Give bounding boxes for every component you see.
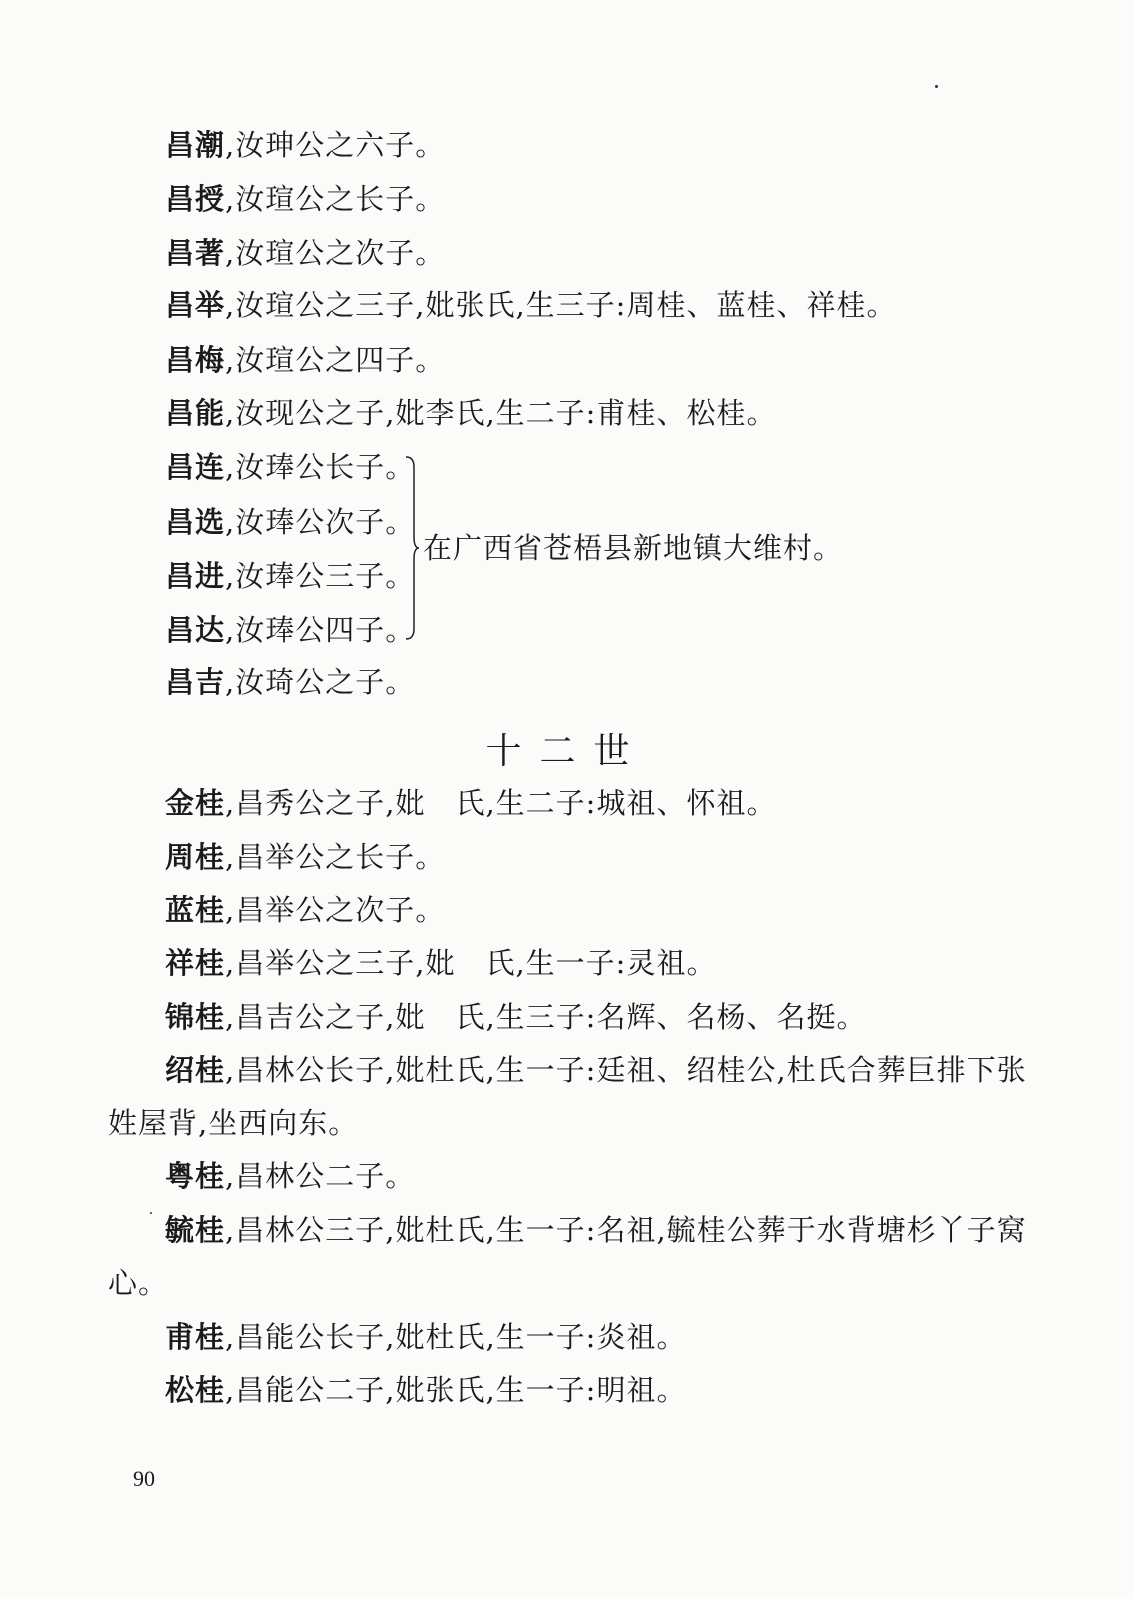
entry-text: ,汝瑄公之次子。	[225, 236, 446, 270]
entry-text: ,昌举公之长子。	[225, 840, 446, 874]
entry-name: 锦桂	[165, 1000, 226, 1034]
entry-name: 蓝桂	[165, 893, 226, 927]
entry-name: 昌达	[165, 613, 226, 647]
entry-text: ,汝琫公长子。	[225, 450, 416, 484]
entry-name: 昌潮	[165, 128, 226, 162]
entry-name: 昌进	[165, 559, 226, 593]
entry-name: 昌著	[165, 236, 226, 270]
entry-text: ,汝瑄公之三子,妣张氏,生三子:周桂、蓝桂、祥桂。	[225, 288, 897, 322]
entry-line	[165, 665, 415, 699]
entry-name: 昌吉	[165, 665, 226, 699]
entry-line	[165, 559, 415, 593]
entry-line	[165, 1320, 686, 1354]
entry-line	[165, 343, 445, 377]
entry-name: 昌选	[165, 505, 226, 539]
page-number: 90	[133, 1466, 155, 1491]
entry-continuation: 姓屋背,坐西向东。	[108, 1106, 359, 1140]
entry-line	[165, 1159, 415, 1193]
entry-name: 昌梅	[165, 343, 226, 377]
entry-name: 昌授	[165, 182, 226, 216]
entry-text: ,汝瑄公之四子。	[225, 343, 446, 377]
entry-name: 金桂	[165, 786, 226, 820]
entry-line	[165, 786, 776, 820]
entry-name: 松桂	[165, 1373, 226, 1407]
entry-name: 周桂	[165, 840, 226, 874]
entry-text: ,汝琦公之子。	[225, 665, 416, 699]
entry-line	[165, 505, 415, 539]
entry-name: 祥桂	[165, 946, 226, 980]
entry-text: ,昌林公二子。	[225, 1159, 416, 1193]
entry-continuation: 心。	[108, 1266, 169, 1300]
entry-line	[165, 128, 445, 162]
section-heading: 十二世	[485, 731, 648, 772]
entry-name: 绍桂	[165, 1053, 226, 1087]
entry-line	[165, 236, 445, 270]
entry-text: ,昌林公长子,妣杜氏,生一子:廷祖、绍桂公,杜氏合葬巨排下张	[225, 1053, 1027, 1087]
scan-speck	[935, 85, 938, 88]
entry-text: ,昌能公二子,妣张氏,生一子:明祖。	[225, 1373, 687, 1407]
entry-text: ,昌能公长子,妣杜氏,生一子:炎祖。	[225, 1320, 687, 1354]
entry-line	[165, 1213, 1027, 1247]
entry-name: 昌能	[165, 396, 226, 430]
entry-text: ,昌吉公之子,妣 氏,生三子:名辉、名杨、名挺。	[225, 1000, 867, 1034]
entry-line	[165, 450, 415, 484]
right-brace	[404, 455, 420, 641]
entry-line	[165, 893, 445, 927]
entry-text: ,汝珅公之六子。	[225, 128, 446, 162]
entry-text: ,昌秀公之子,妣 氏,生二子:城祖、怀祖。	[225, 786, 777, 820]
entry-text: ,汝瑄公之长子。	[225, 182, 446, 216]
entry-name: 昌连	[165, 450, 226, 484]
entry-line	[165, 396, 776, 430]
entry-text: ,汝琫公次子。	[225, 505, 416, 539]
entry-line	[165, 946, 716, 980]
entry-text: ,汝现公之子,妣李氏,生二子:甫桂、松桂。	[225, 396, 777, 430]
entry-name: 甫桂	[165, 1320, 226, 1354]
entry-text: ,昌举公之三子,妣 氏,生一子:灵祖。	[225, 946, 717, 980]
entry-text: ,汝琫公三子。	[225, 559, 416, 593]
entry-line	[165, 288, 896, 322]
entry-text: ,昌林公三子,妣杜氏,生一子:名祖,毓桂公葬于水背塘杉丫子窝	[225, 1213, 1027, 1247]
entry-name: 粤桂	[165, 1159, 226, 1193]
entry-line	[165, 840, 445, 874]
group-location-note: 在广西省苍梧县新地镇大维村。	[423, 531, 844, 565]
entry-line	[165, 182, 445, 216]
scan-speck	[150, 1212, 152, 1214]
entry-text: ,汝琫公四子。	[225, 613, 416, 647]
entry-line	[165, 1373, 686, 1407]
entry-name: 毓桂	[165, 1213, 226, 1247]
entry-name: 昌举	[165, 288, 226, 322]
entry-line	[165, 613, 415, 647]
entry-line	[165, 1053, 1027, 1087]
entry-line	[165, 1000, 866, 1034]
entry-text: ,昌举公之次子。	[225, 893, 446, 927]
